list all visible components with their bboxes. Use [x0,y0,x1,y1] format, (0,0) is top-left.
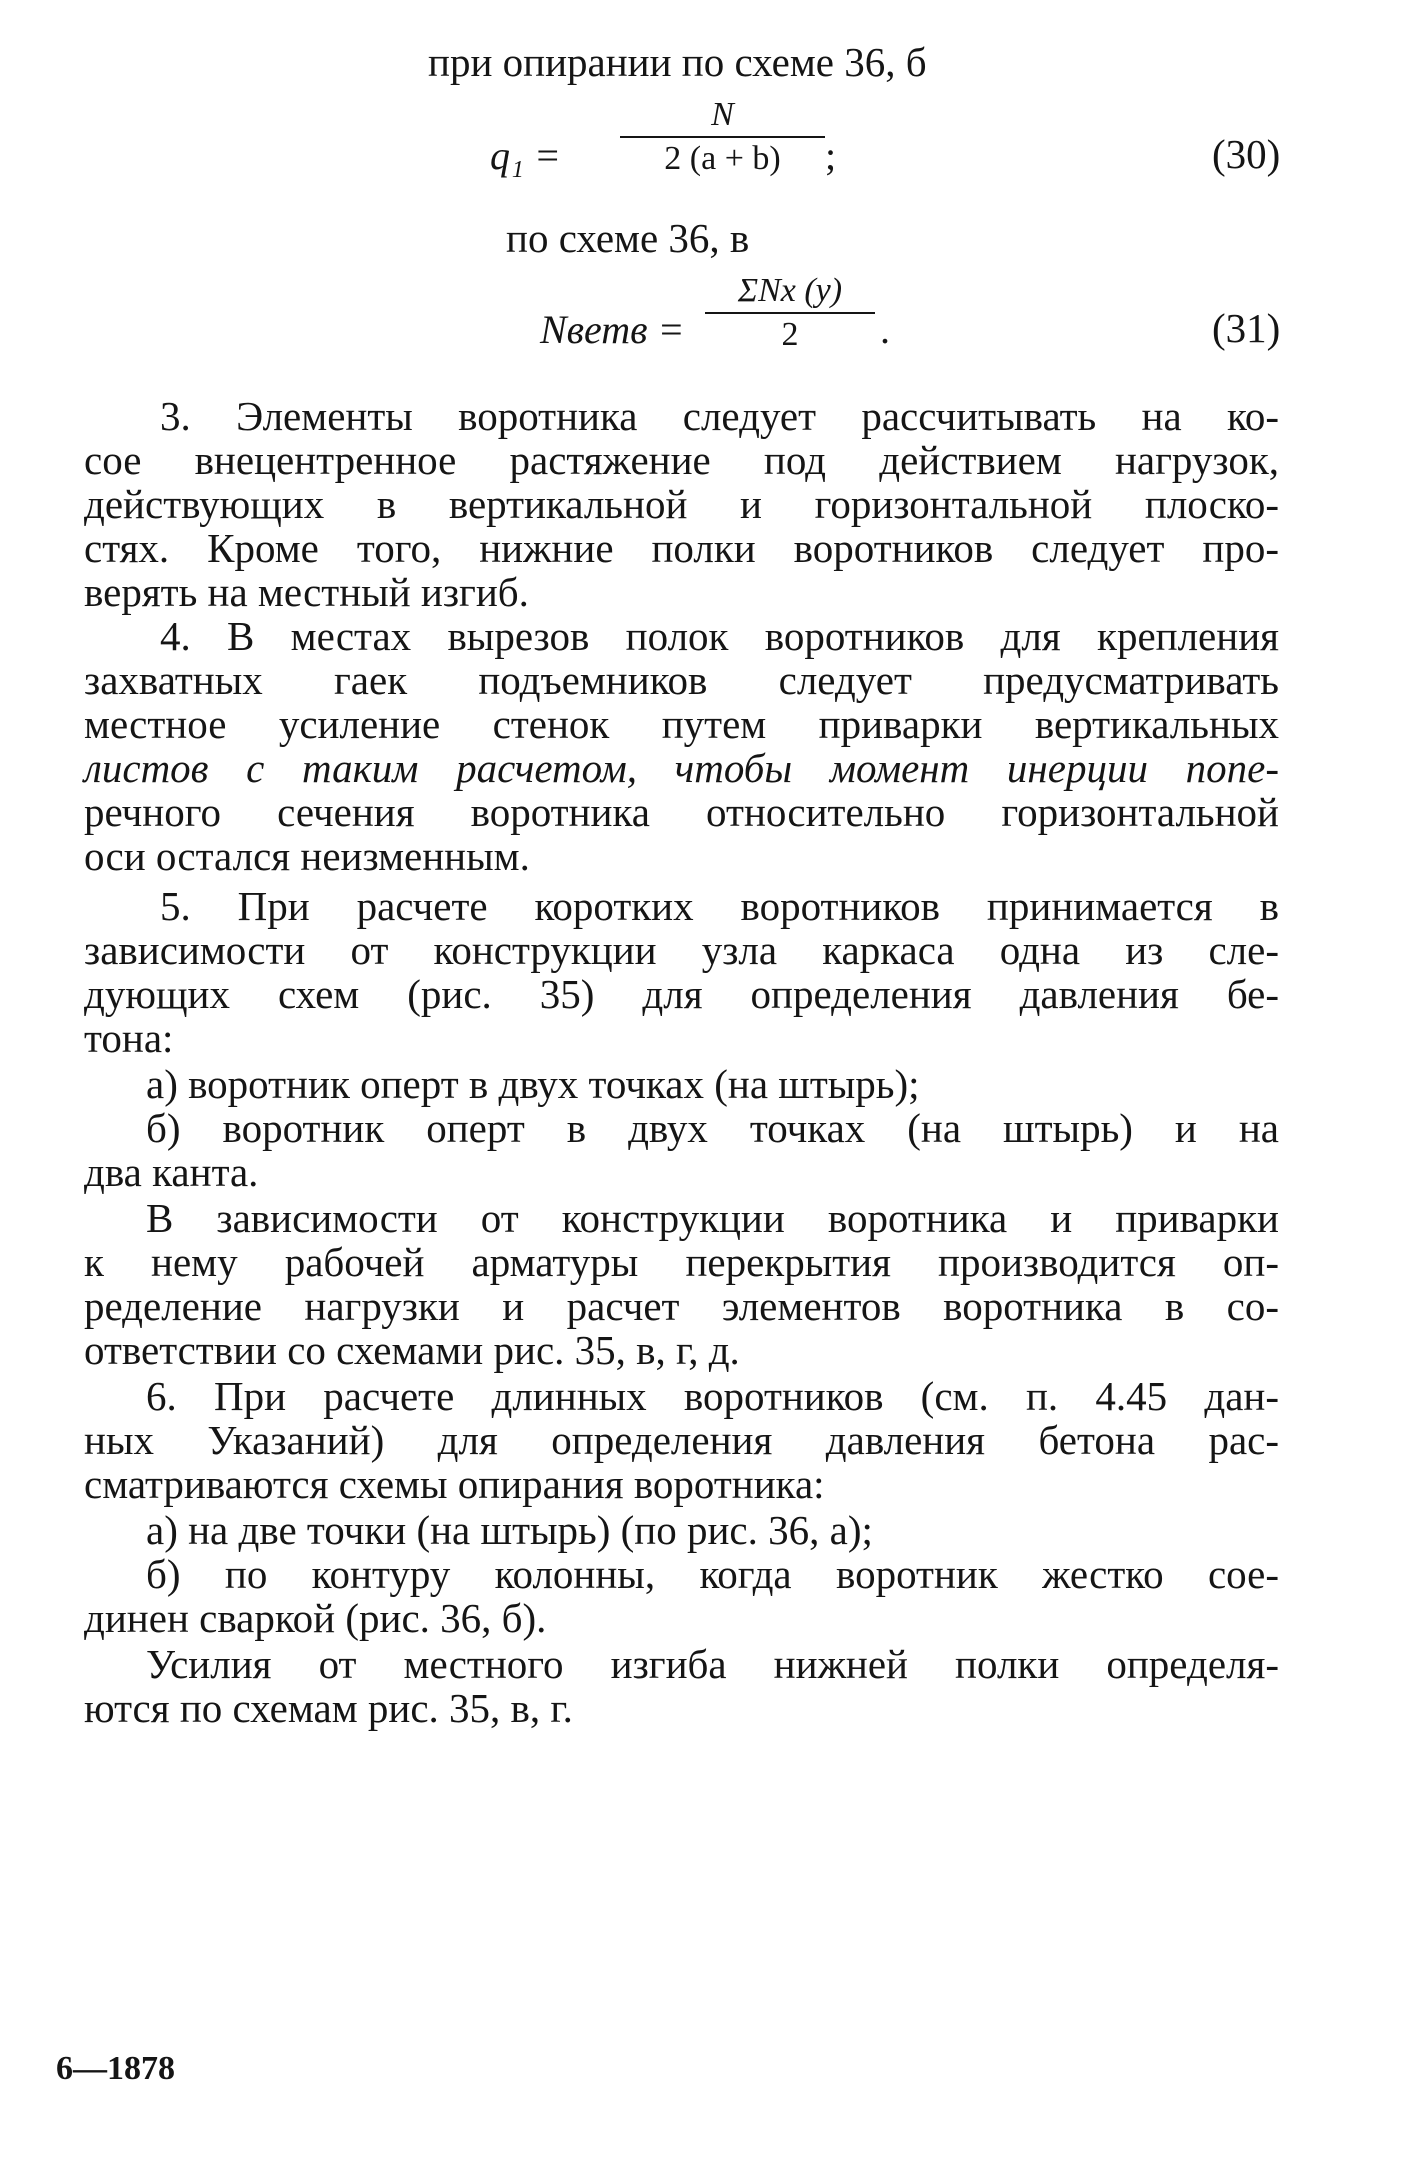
formula-31-denominator: 2 [781,316,799,353]
text-line: листов с таким расчетом, чтобы момент инерции попе- [84,745,1279,791]
text-line: ределение нагрузки и расчет элементов воротника в со- [84,1283,1279,1329]
text-line: сматриваются схемы опирания воротника: [84,1461,825,1507]
text-line: ных Указаний) для определения давления бетона рас- [84,1417,1279,1463]
text-line: 4. В местах вырезов полок воротников для крепления [160,613,1279,659]
text-line: а) воротник оперт в двух точках (на штырь); [146,1061,920,1107]
text-line: захватных гаек подъемников следует предусматривать [84,657,1279,703]
text-line: В зависимости от конструкции воротника и приварки [146,1195,1279,1241]
text-line: местное усиление стенок путем приварки вертикальных [84,701,1279,747]
fraction-bar [705,312,875,314]
text-line: динен сваркой (рис. 36, б). [84,1595,547,1641]
text-line: речного сечения воротника относительно горизонтальной [84,789,1279,835]
formula-30-numerator: N [711,96,734,133]
text-line: к нему рабочей арматуры перекрытия производится оп- [84,1239,1279,1285]
text-line: верять на местный изгиб. [84,569,529,615]
equation-number-31: (31) [1212,305,1281,351]
formula-30-lhs: q₁ = [490,133,561,178]
text-line: два канта. [84,1149,259,1195]
text-line: стях. Кроме того, нижние полки воротников следует про- [84,525,1279,571]
formula-31-period: . [880,307,890,352]
formula-31-lhs: Nветв = [540,307,685,352]
scheme-b-caption: при опирании по схеме 36, б [428,39,927,85]
text-line: сое внецентренное растяжение под действием нагрузок, [84,437,1279,483]
text-line: действующих в вертикальной и горизонтальной плоско- [84,481,1279,527]
text-line: 5. При расчете коротких воротников принимается в [160,883,1279,929]
formula-30-semicolon: ; [825,133,837,178]
text-line: а) на две точки (на штырь) (по рис. 36, а); [146,1507,873,1553]
page-signature: 6—1878 [56,2050,175,2087]
formula-30-denominator: 2 (a + b) [664,140,781,177]
equation-number-30: (30) [1212,131,1281,177]
text-line: 3. Элементы воротника следует рассчитывать на ко- [160,393,1279,439]
formula-31 [540,272,900,382]
text-line: Усилия от местного изгиба нижней полки определя- [146,1641,1279,1687]
scheme-c-caption: по схеме 36, в [506,215,750,261]
formula-31-numerator: ΣNx (y) [737,272,843,309]
formula-30 [480,96,840,206]
text-line: тона: [84,1015,174,1061]
text-line: ответствии со схемами рис. 35, в, г, д. [84,1327,740,1373]
text-line: ются по схемам рис. 35, в, г. [84,1685,573,1731]
formula-31-fraction [705,272,875,354]
formula-30-fraction [620,96,825,178]
text-line: дующих схем (рис. 35) для определения давления бе- [84,971,1279,1017]
text-line: 6. При расчете длинных воротников (см. п. 4.45 дан- [146,1373,1279,1419]
text-line: оси остался неизменным. [84,833,530,879]
fraction-bar [620,136,825,138]
text-line: б) воротник оперт в двух точках (на штырь) и на [146,1105,1279,1151]
text-line: б) по контуру колонны, когда воротник жестко сое- [146,1551,1279,1597]
text-line: зависимости от конструкции узла каркаса одна из сле- [84,927,1279,973]
